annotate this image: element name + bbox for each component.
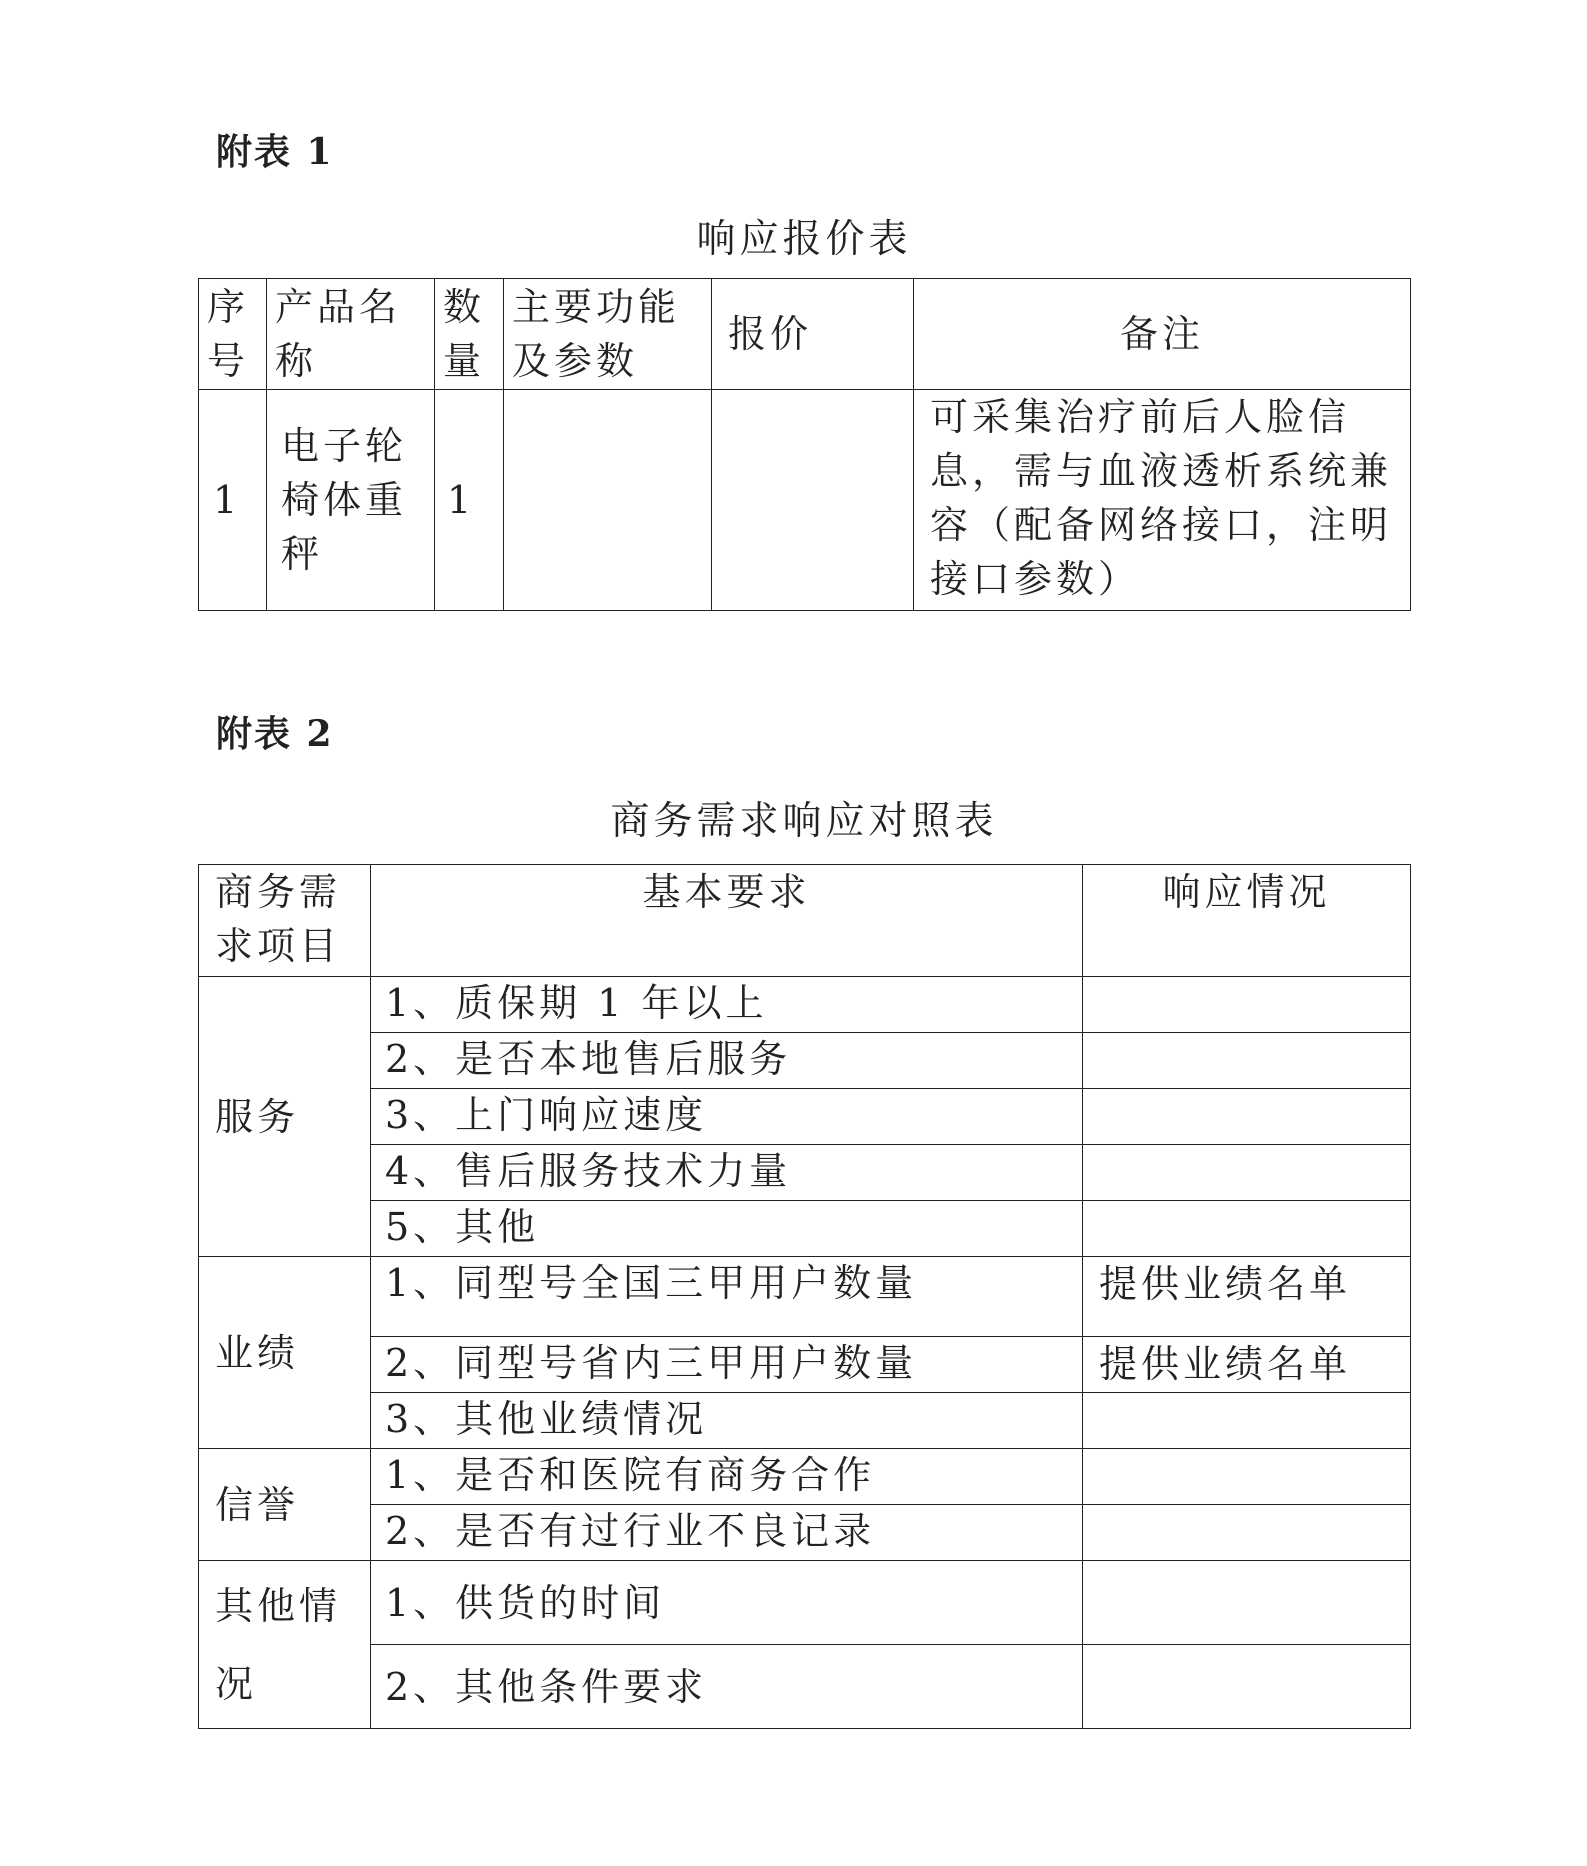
requirement-cell: 2、同型号省内三甲用户数量 — [371, 1337, 1083, 1393]
requirement-cell: 3、上门响应速度 — [371, 1089, 1083, 1145]
response-cell: 提供业绩名单 — [1083, 1337, 1411, 1393]
category-other — [199, 1561, 371, 1729]
category-other-line1: 其他情 — [215, 1583, 342, 1628]
header-response: 响应情况 — [1083, 865, 1411, 977]
header-item-line2: 求项目 — [215, 924, 342, 968]
requirement-cell: 2、是否有过行业不良记录 — [371, 1505, 1083, 1561]
business-requirements-table — [198, 864, 1411, 1729]
table-header-row — [199, 865, 1411, 977]
table-row — [199, 1393, 1411, 1449]
response-cell — [1083, 1393, 1411, 1449]
table-row — [199, 1089, 1411, 1145]
response-cell — [1083, 1505, 1411, 1561]
table-row — [199, 1449, 1411, 1505]
row-price — [712, 390, 914, 611]
response-cell — [1083, 1201, 1411, 1257]
header-item — [199, 865, 371, 977]
row-functions — [504, 390, 712, 611]
response-cell — [1083, 1145, 1411, 1201]
header-functions — [504, 279, 712, 390]
table-row — [199, 1505, 1411, 1561]
table-row — [199, 1201, 1411, 1257]
header-notes: 备注 — [914, 279, 1411, 390]
response-cell — [1083, 977, 1411, 1033]
table-row — [199, 977, 1411, 1033]
header-basic-requirements: 基本要求 — [371, 865, 1083, 977]
header-functions-line1: 主要功能 — [512, 285, 681, 329]
requirement-cell: 1、质保期 1 年以上 — [371, 977, 1083, 1033]
header-quantity — [435, 279, 504, 390]
category-credit: 信誉 — [199, 1449, 371, 1561]
row-notes-line3: 容（配备网络接口，注明 — [930, 503, 1393, 547]
response-cell — [1083, 1449, 1411, 1505]
row-product-name-line2: 椅体重 — [281, 478, 408, 522]
header-product-name-line2: 称 — [275, 339, 318, 383]
category-other-line2: 况 — [215, 1661, 258, 1706]
row-index: 1 — [199, 390, 267, 611]
category-service: 服务 — [199, 977, 371, 1257]
table-header-row — [199, 279, 1411, 390]
requirement-cell: 4、售后服务技术力量 — [371, 1145, 1083, 1201]
requirement-cell: 2、是否本地售后服务 — [371, 1033, 1083, 1089]
header-quantity-line2: 量 — [443, 339, 486, 383]
response-cell — [1083, 1645, 1411, 1729]
response-cell — [1083, 1089, 1411, 1145]
header-price: 报价 — [712, 279, 914, 390]
header-index — [199, 279, 267, 390]
business-table-caption: 商务需求响应对照表 — [610, 799, 998, 844]
header-product-name-line1: 产品名 — [275, 285, 402, 329]
header-product-name — [267, 279, 435, 390]
header-index-line2: 号 — [207, 339, 250, 383]
response-cell: 提供业绩名单 — [1083, 1257, 1411, 1337]
requirement-cell: 1、同型号全国三甲用户数量 — [371, 1257, 1083, 1337]
table-row — [199, 1645, 1411, 1729]
quote-table-caption: 响应报价表 — [696, 217, 912, 262]
quote-table — [198, 278, 1411, 611]
row-notes — [914, 390, 1411, 611]
row-notes-line1: 可采集治疗前后人脸信 — [930, 395, 1351, 439]
table-row — [199, 1561, 1411, 1645]
table-row — [199, 1033, 1411, 1089]
table-row — [199, 1257, 1411, 1337]
requirement-cell: 3、其他业绩情况 — [371, 1393, 1083, 1449]
header-functions-line2: 及参数 — [512, 339, 639, 383]
row-product-name-line1: 电子轮 — [281, 424, 408, 468]
appendix-1-heading: 附表 1 — [216, 131, 334, 173]
row-product-name-line3: 秤 — [281, 532, 324, 576]
header-item-line1: 商务需 — [215, 870, 342, 914]
row-product-name — [267, 390, 435, 611]
response-cell — [1083, 1033, 1411, 1089]
requirement-cell: 1、是否和医院有商务合作 — [371, 1449, 1083, 1505]
row-notes-line2: 息，需与血液透析系统兼 — [930, 449, 1393, 493]
table-row — [199, 1145, 1411, 1201]
category-performance: 业绩 — [199, 1257, 371, 1449]
response-cell — [1083, 1561, 1411, 1645]
requirement-cell: 1、供货的时间 — [371, 1561, 1083, 1645]
requirement-cell: 5、其他 — [371, 1201, 1083, 1257]
table-row — [199, 1337, 1411, 1393]
header-quantity-line1: 数 — [443, 285, 486, 329]
row-quantity: 1 — [435, 390, 504, 611]
requirement-cell: 2、其他条件要求 — [371, 1645, 1083, 1729]
table-row — [199, 390, 1411, 611]
row-notes-line4: 接口参数） — [930, 557, 1141, 601]
appendix-2-heading: 附表 2 — [216, 713, 334, 755]
header-index-line1: 序 — [207, 285, 250, 329]
